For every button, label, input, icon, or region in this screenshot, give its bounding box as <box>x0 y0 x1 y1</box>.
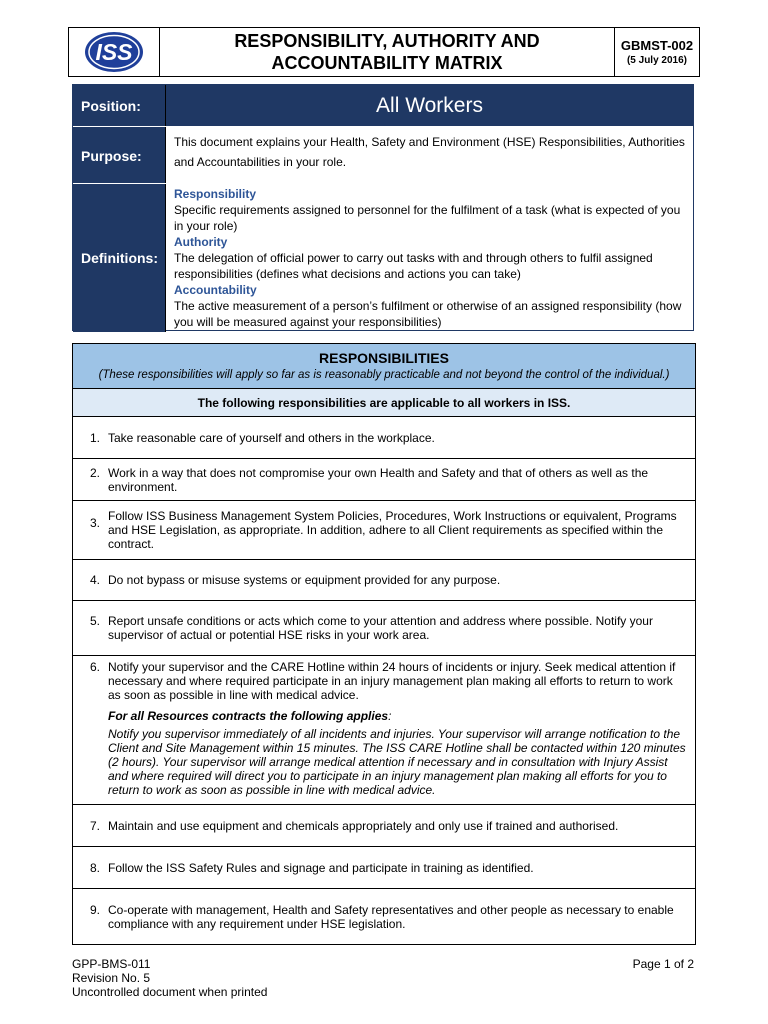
list-item <box>73 601 695 656</box>
definition-term-authority: Authority <box>174 235 228 249</box>
list-item <box>73 459 695 501</box>
document-code: GBMST-002 <box>620 38 694 53</box>
list-item <box>73 501 695 560</box>
list-item <box>73 889 695 944</box>
item-number: 7. <box>89 818 100 833</box>
definition-term-responsibility: Responsibility <box>174 187 257 201</box>
footer-revision: Revision No. 5 <box>72 971 151 985</box>
title-line-1: RESPONSIBILITY, AUTHORITY AND <box>234 31 540 51</box>
item-text: Notify your supervisor and the CARE Hotline within 24 hours of incidents or injury. Seek medical attention if necessary and where required participate in an injury management plan making all efforts to return to work as soon as possible in line with medical advice. <box>108 660 676 702</box>
item-number: 4. <box>89 573 100 587</box>
definitions-label: Definitions: <box>73 184 165 332</box>
definition-text-responsibility: Specific requirements assigned to personnel for the fulfilment of a task (what is expected of you in your role) <box>174 203 681 233</box>
item-text: Work in a way that does not compromise your own Health and Safety and that of others as well as the environment. <box>108 465 649 494</box>
list-item <box>73 417 695 459</box>
resources-subheading <box>108 709 687 723</box>
position-label: Position: <box>73 85 165 126</box>
resources-subheading-colon: : <box>388 709 392 723</box>
purpose-row <box>73 126 693 184</box>
item-text: Take reasonable care of yourself and others in the workplace. <box>108 430 435 445</box>
item-text: Report unsafe conditions or acts which come to your attention and address where possible. Notify your supervisor of actual or potential HSE risks in your work area. <box>108 614 653 642</box>
responsibilities-title: RESPONSIBILITIES <box>319 350 449 366</box>
svg-text:ISS: ISS <box>95 39 133 65</box>
responsibilities-subtitle: (These responsibilities will apply so far as is reasonably practicable and not beyond the control of the individual.) <box>98 369 670 381</box>
item-number: 9. <box>89 902 100 917</box>
item-number: 3. <box>89 516 100 530</box>
document-header <box>68 27 700 77</box>
definitions-list <box>165 184 693 332</box>
item-text: Do not bypass or misuse systems or equipment provided for any purpose. <box>108 573 501 587</box>
item-number: 5. <box>89 614 100 628</box>
purpose-label: Purpose: <box>73 127 165 184</box>
item-text: Follow ISS Business Management System Policies, Procedures, Work Instructions or equivalent, Programs and HSE Legislation, as appropriate. In addition, adhere to all Client requirements as specified within the contract. <box>108 509 677 551</box>
responsibilities-header <box>73 344 695 389</box>
title-line-2: ACCOUNTABILITY MATRIX <box>271 53 503 73</box>
document-footer <box>72 957 694 999</box>
definition-text-accountability: The active measurement of a person’s fulfilment or otherwise of an assigned responsibility (how you will be measured against your responsibilities) <box>174 299 682 329</box>
iss-logo-icon <box>83 30 145 74</box>
item-number: 1. <box>89 430 100 445</box>
responsibilities-table <box>72 343 696 945</box>
document-title <box>160 28 615 76</box>
item-number: 8. <box>89 860 100 875</box>
item-text: Follow the ISS Safety Rules and signage and participate in training as identified. <box>108 860 534 875</box>
applicability-note: The following responsibilities are applicable to all workers in ISS. <box>73 389 695 417</box>
resources-subheading-text: For all Resources contracts the following applies <box>108 709 389 723</box>
iss-logo <box>69 28 160 76</box>
resources-subtext: Notify you supervisor immediately of all incidents and injuries. Your supervisor will arrange notification to the Client and Site Management within 15 minutes. The ISS CARE Hotline shall be contacted within 120 minutes (2 hours). Your supervisor will arrange medical attention if necessary and in consultation with Injury Assist and where required will direct you to participate in an injury management plan making all efforts for you to return to work as soon as possible in line with medical advice. <box>108 727 686 797</box>
definition-term-accountability: Accountability <box>174 283 257 297</box>
list-item <box>73 847 695 889</box>
list-item <box>73 656 695 805</box>
list-item <box>73 805 695 847</box>
item-text: Maintain and use equipment and chemicals appropriately and only use if trained and authorised. <box>108 818 619 833</box>
definitions-row <box>73 183 693 332</box>
document-date: (5 July 2016) <box>626 55 688 66</box>
list-item <box>73 560 695 601</box>
info-table <box>72 84 694 331</box>
position-row <box>73 85 693 126</box>
item-number: 6. <box>89 660 100 674</box>
definition-text-authority: The delegation of official power to carry out tasks with and through others to fulfil assigned responsibilities (defines what decisions and actions you can take) <box>174 251 653 281</box>
item-content <box>100 660 695 797</box>
item-number: 2. <box>89 465 100 480</box>
footer-page-number: Page 1 of 2 <box>632 957 694 971</box>
footer-note: Uncontrolled document when printed <box>72 985 268 999</box>
document-code-box <box>615 28 699 76</box>
item-text: Co-operate with management, Health and Safety representatives and other people as necessary to enable compliance with any requirement under HSE legislation. <box>108 902 674 931</box>
footer-doc-ref: GPP-BMS-011 <box>72 957 151 971</box>
position-value: All Workers <box>165 85 693 126</box>
purpose-text: This document explains your Health, Safety and Environment (HSE) Responsibilities, Authorities and Accountabilities in your role. <box>165 127 693 184</box>
